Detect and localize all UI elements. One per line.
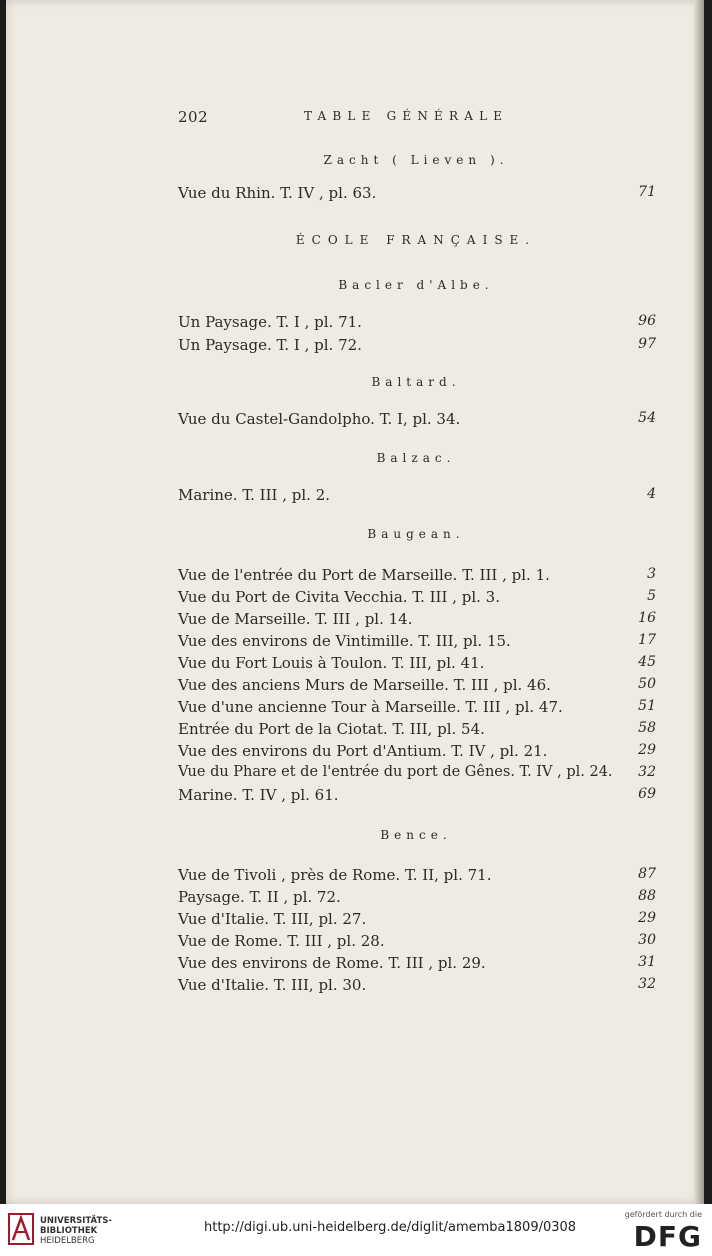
section-heading: Zacht ( Lieven ). — [323, 153, 509, 167]
school-heading: ÉCOLE FRANÇAISE. — [295, 233, 537, 247]
index-entry — [178, 184, 656, 206]
library-name-line: UNIVERSITÄTS- — [40, 1216, 112, 1226]
index-entry — [178, 888, 656, 910]
entry-text: Vue des environs de Rome. T. III , pl. 29. — [178, 954, 486, 972]
viewer-footer — [0, 1204, 712, 1256]
entry-page: 32 — [638, 764, 656, 780]
entry-text: Vue de Tivoli , près de Rome. T. II, pl. 71. — [178, 866, 492, 884]
index-entry — [178, 954, 656, 976]
section-heading: Baugean. — [367, 527, 465, 541]
index-entry — [178, 313, 656, 335]
entry-text: Vue de Marseille. T. III , pl. 14. — [178, 610, 413, 628]
entry-text: Vue des environs du Port d'Antium. T. IV , pl. 21. — [178, 742, 548, 760]
entry-page: 3 — [647, 566, 656, 582]
entry-text: Marine. T. IV , pl. 61. — [178, 786, 339, 804]
index-entry — [178, 910, 656, 932]
entry-text: Vue d'Italie. T. III, pl. 30. — [178, 976, 367, 994]
running-head — [172, 108, 660, 130]
entry-page: 29 — [638, 742, 656, 758]
entry-text: Vue de Rome. T. III , pl. 28. — [178, 932, 385, 950]
entry-text: Entrée du Port de la Ciotat. T. III, pl. 54. — [178, 720, 485, 738]
index-entry — [178, 720, 656, 742]
index-entry — [178, 764, 656, 786]
section-heading: Baltard. — [371, 375, 461, 389]
entry-page: 29 — [638, 910, 656, 926]
index-entry — [178, 632, 656, 654]
entry-text: Vue des environs de Vintimille. T. III, pl. 15. — [178, 632, 511, 650]
entry-page: 31 — [638, 954, 656, 970]
entry-text: Vue d'Italie. T. III, pl. 27. — [178, 910, 367, 928]
entry-page: 17 — [638, 632, 656, 648]
entry-text: Vue du Fort Louis à Toulon. T. III, pl. 41. — [178, 654, 485, 672]
entry-text: Marine. T. III , pl. 2. — [178, 486, 331, 504]
entry-text: Un Paysage. T. I , pl. 72. — [178, 336, 362, 354]
entry-page: 32 — [638, 976, 656, 992]
entry-page: 16 — [638, 610, 656, 626]
index-entry — [178, 676, 656, 698]
entry-page: 45 — [638, 654, 656, 670]
entry-page: 87 — [638, 866, 656, 882]
university-library-logo-icon — [8, 1212, 34, 1246]
entry-text: Vue du Port de Civita Vecchia. T. III , pl. 3. — [178, 588, 500, 606]
index-entry — [178, 336, 656, 358]
entry-text: Vue de l'entrée du Port de Marseille. T. III , pl. 1. — [178, 566, 550, 584]
index-entry — [178, 742, 656, 764]
library-name-line: HEIDELBERG — [40, 1236, 95, 1246]
index-entry — [178, 866, 656, 888]
entry-page: 88 — [638, 888, 656, 904]
entry-text: Vue du Phare et de l'entrée du port de Gênes. T. IV , pl. 24. — [178, 764, 613, 780]
entry-page: 96 — [638, 313, 656, 329]
entry-text: Un Paysage. T. I , pl. 71. — [178, 313, 362, 331]
dfg-logo: DFG — [633, 1220, 702, 1253]
index-entry — [178, 588, 656, 610]
library-name — [40, 1216, 112, 1246]
index-entry — [178, 786, 656, 808]
entry-text: Paysage. T. II , pl. 72. — [178, 888, 341, 906]
index-entry — [178, 698, 656, 720]
entry-page: 50 — [638, 676, 656, 692]
entry-page: 5 — [647, 588, 656, 604]
page-edge-shadow — [694, 0, 704, 1204]
section-heading: Bence. — [380, 828, 452, 842]
entry-text: Vue du Rhin. T. IV , pl. 63. — [178, 184, 377, 202]
index-entry — [178, 654, 656, 676]
section-heading: Balzac. — [376, 451, 456, 465]
index-entry — [178, 410, 656, 432]
running-title: TABLE GÉNÉRALE — [304, 109, 509, 123]
index-entry — [178, 566, 656, 588]
entry-text: Vue des anciens Murs de Marseille. T. III , pl. 46. — [178, 676, 551, 694]
permalink-url[interactable]: http://digi.ub.uni-heidelberg.de/diglit/amemba1809/0308 — [204, 1220, 577, 1235]
book-page — [6, 0, 704, 1204]
entry-page: 58 — [638, 720, 656, 736]
page-number: 202 — [178, 108, 209, 126]
entry-page: 51 — [638, 698, 656, 714]
funder-note: gefördert durch die — [624, 1210, 702, 1219]
entry-page: 71 — [638, 184, 656, 200]
entry-page: 97 — [638, 336, 656, 352]
entry-page: 4 — [647, 486, 656, 502]
entry-text: Vue d'une ancienne Tour à Marseille. T. III , pl. 47. — [178, 698, 563, 716]
index-entry — [178, 976, 656, 998]
entry-text: Vue du Castel-Gandolpho. T. I, pl. 34. — [178, 410, 461, 428]
library-name-line: BIBLIOTHEK — [40, 1226, 98, 1236]
section-heading: Bacler d'Albe. — [338, 278, 494, 292]
entry-page: 30 — [638, 932, 656, 948]
entry-page: 69 — [638, 786, 656, 802]
index-entry — [178, 932, 656, 954]
index-entry — [178, 610, 656, 632]
index-entry — [178, 486, 656, 508]
entry-page: 54 — [638, 410, 656, 426]
